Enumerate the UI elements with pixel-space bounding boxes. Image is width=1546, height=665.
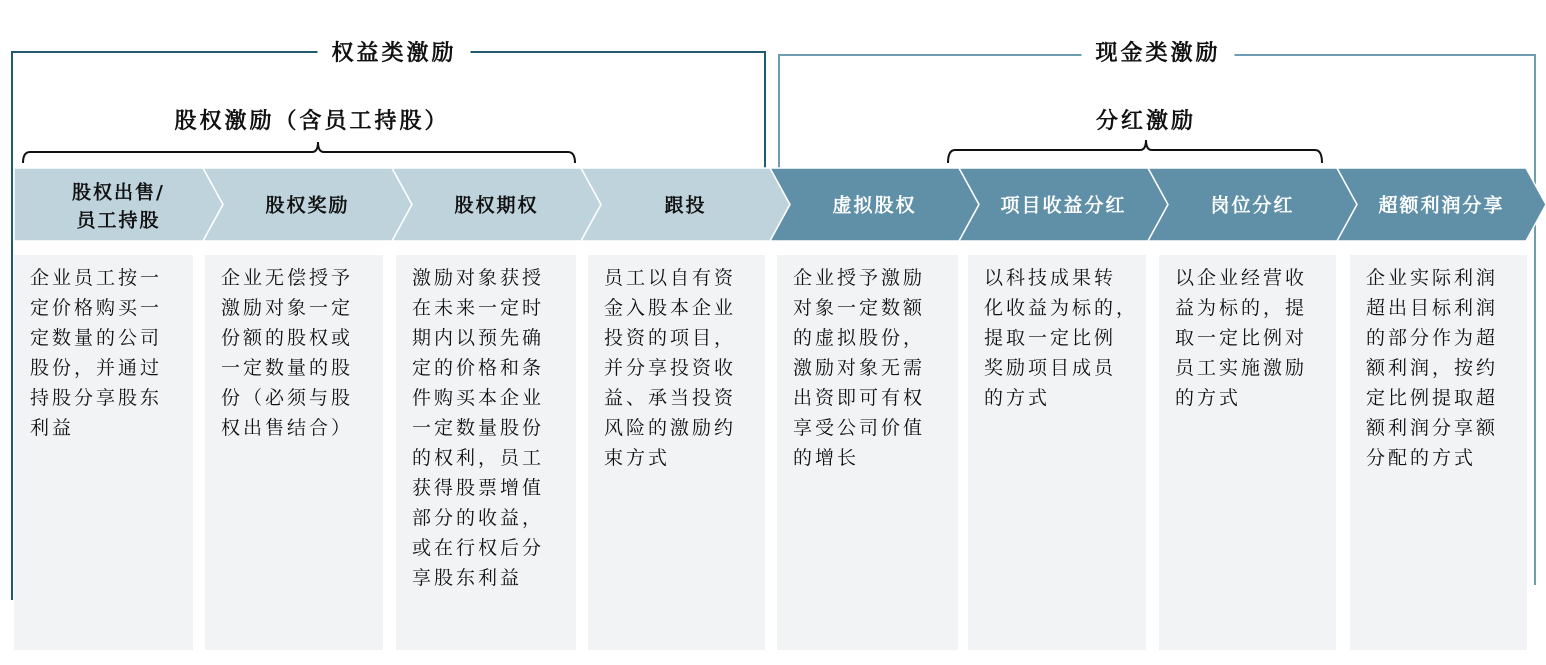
chevron-title-equity-sale: 股权出售/ bbox=[72, 181, 165, 204]
equity-sub-label: 股权激励（含员工持股） bbox=[174, 108, 450, 134]
chevron-title-excess-profit: 超额利润分享 bbox=[1378, 194, 1505, 217]
desc-project-dividend: 以科技成果转 化收益为标的， 提取一定比例 奖励项目成员 的方式 bbox=[968, 255, 1146, 650]
equity-sub-brace bbox=[23, 142, 575, 163]
cash-sub-label: 分红激励 bbox=[1095, 108, 1197, 134]
desc-excess-profit: 企业实际利润 超出目标利润 的部分作为超 额利润，按约 定比例提取超 额利润分享额 分配的方式 bbox=[1350, 255, 1527, 650]
chevron-title-stock-option: 股权期权 bbox=[454, 194, 539, 217]
chevron-title-co-investment: 跟投 bbox=[664, 194, 707, 217]
chevron-title-project-dividend: 项目收益分红 bbox=[1000, 194, 1127, 217]
desc-equity-award: 企业无偿授予 激励对象一定 份额的股权或 一定数量的股 份（必须与股 权出售结合） bbox=[205, 255, 383, 650]
chevron-title-equity-sale: 员工持股 bbox=[76, 209, 161, 232]
desc-virtual-equity: 企业授予激励 对象一定数额 的虚拟股份， 激励对象无需 出资即可有权 享受公司价值 的增长 bbox=[777, 255, 958, 650]
chevron-title-equity-award: 股权奖励 bbox=[265, 194, 350, 217]
desc-co-investment: 员工以自有资 金入股本企业 投资的项目， 并分享投资收 益、承当投资 风险的激励约 束方式 bbox=[588, 255, 765, 650]
chevron-title-position-dividend: 岗位分红 bbox=[1210, 194, 1295, 217]
desc-stock-option: 激励对象获授 在未来一定时 期内以预先确 定的价格和条 件购买本企业 一定数量股份 的权利，员工 获得股票增值 部分的收益， 或在行权后分 享股东利益 bbox=[396, 255, 576, 650]
desc-equity-sale: 企业员工按一 定价格购买一 定数量的公司 股份，并通过 持股分享股东 利益 bbox=[14, 255, 193, 650]
cash-sub-brace bbox=[948, 140, 1322, 163]
chevron-title-virtual-equity: 虚拟股权 bbox=[832, 194, 917, 217]
equity-group-label: 权益类激励 bbox=[317, 36, 470, 67]
desc-position-dividend: 以企业经营收 益为标的，提 取一定比例对 员工实施激励 的方式 bbox=[1159, 255, 1336, 650]
cash-group-label: 现金类激励 bbox=[1081, 36, 1234, 67]
